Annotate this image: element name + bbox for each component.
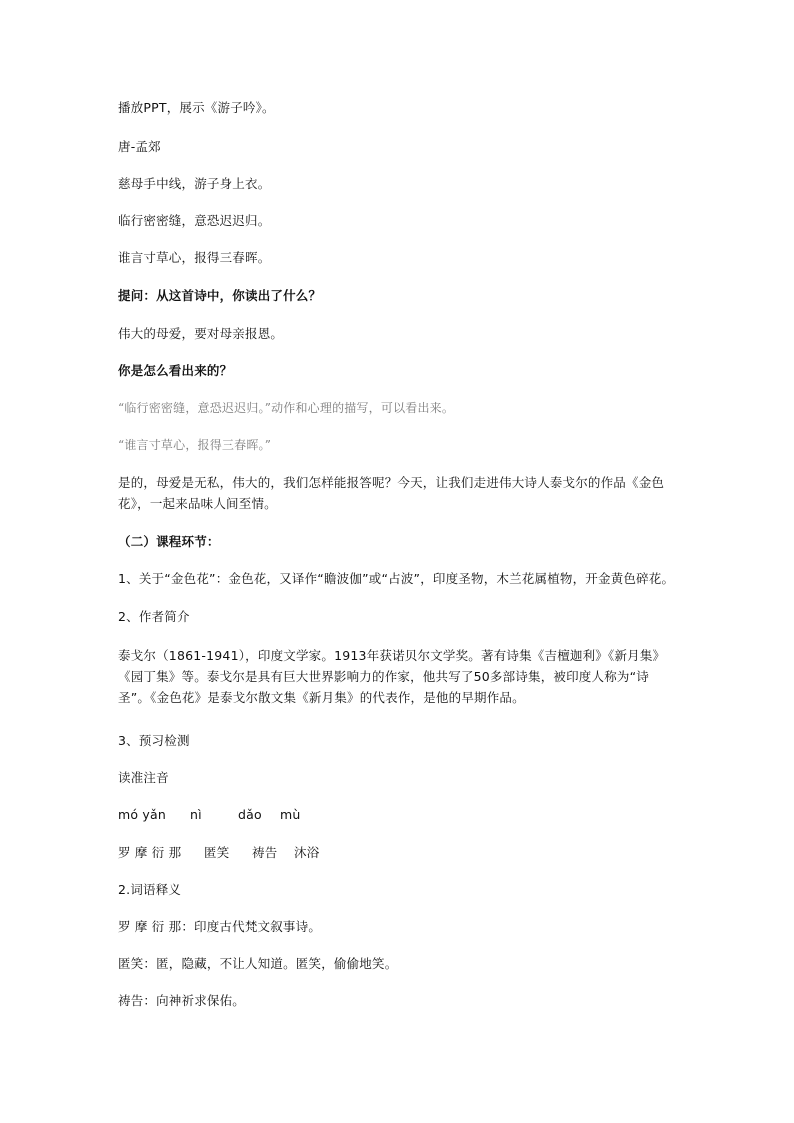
poem-line-2: 临行密密缝，意恐迟迟归。 xyxy=(118,213,271,228)
term-1: 罗 摩 衍 那 xyxy=(118,845,182,860)
term-row xyxy=(118,843,678,863)
poem-author: 唐-孟郊 xyxy=(118,139,161,154)
vocab-heading: 2.词语释义 xyxy=(118,882,182,897)
paragraph-author-bio: 泰戈尔（1861-1941），印度文学家。1913年获诺贝尔文学奖。著有诗集《吉檀迦利》《新月集》《园丁集》等。泰戈尔是具有巨大世界影响力的作家，他共写了50多部诗集，被印度人称为“诗圣”。《金色花》是泰戈尔散文集《新月集》的代表作，是他的早期作品。 xyxy=(118,648,666,705)
question-1: 提问：从这首诗中，你读出了什么？ xyxy=(118,288,322,303)
answer-1: 伟大的母爱，要对母亲报恩。 xyxy=(118,326,284,341)
item-golden-flower: 1、关于“金色花”：金色花，又译作“瞻波伽”或“占波”，印度圣物，木兰花属植物，开金黄色碎花。 xyxy=(118,571,675,586)
paragraph-ppt: 播放PPT，展示《游子吟》。 xyxy=(118,100,275,115)
vocab-nixiao: 匿笑：匿，隐藏，不让人知道。匿笑，偷偷地笑。 xyxy=(118,956,398,971)
pronunciation-heading: 读准注音 xyxy=(118,770,169,785)
paragraph-intro: 是的，母爱是无私，伟大的，我们怎样能报答呢？今天，让我们走进伟大诗人泰戈尔的作品《金色花》，一起来品味人间至情。 xyxy=(118,475,665,511)
term-4: 沐浴 xyxy=(294,845,320,860)
section-heading: （二）课程环节： xyxy=(118,534,220,549)
pinyin-1: mó yǎn xyxy=(118,807,166,822)
quote-line: “谁言寸草心，报得三春晖。” xyxy=(118,438,272,452)
poem-line-3: 谁言寸草心，报得三春晖。 xyxy=(118,250,271,265)
item-preview-heading: 3、预习检测 xyxy=(118,733,190,748)
pinyin-3: dǎo xyxy=(238,807,262,822)
vocab-ramayana: 罗 摩 衍 那：印度古代梵文叙事诗。 xyxy=(118,919,322,934)
pinyin-4: mù xyxy=(280,807,301,822)
vocab-daogao: 祷告：向神祈求保佑。 xyxy=(118,993,246,1008)
term-2: 匿笑 xyxy=(204,845,230,860)
term-3: 祷告 xyxy=(252,845,278,860)
pinyin-row xyxy=(118,805,678,825)
question-2: 你是怎么看出来的？ xyxy=(118,363,233,378)
poem-line-1: 慈母手中线，游子身上衣。 xyxy=(118,176,271,191)
item-author-heading: 2、作者简介 xyxy=(118,609,190,624)
quote-analysis: “临行密密缝，意恐迟迟归。”动作和心理的描写，可以看出来。 xyxy=(118,401,455,415)
pinyin-2: nì xyxy=(190,807,202,822)
